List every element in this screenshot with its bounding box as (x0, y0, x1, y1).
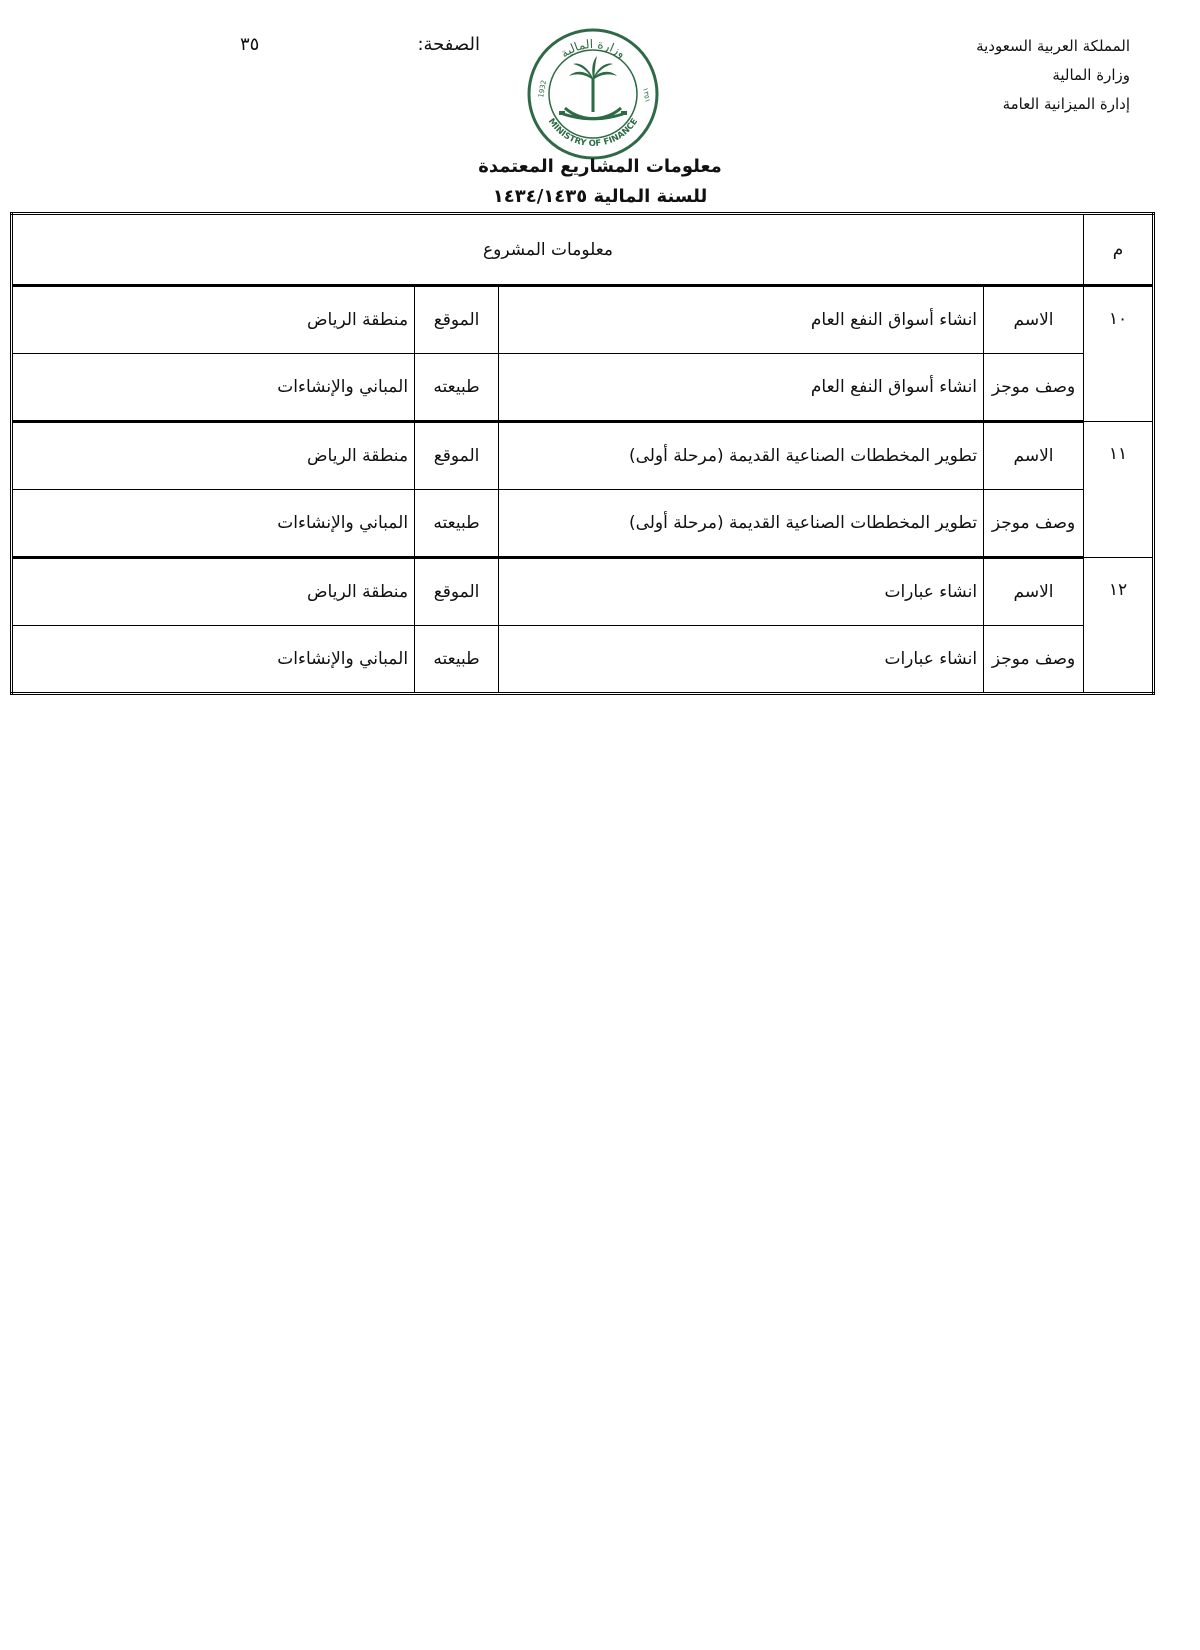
project-number: ١٢ (1084, 558, 1154, 694)
table-row (12, 354, 1154, 422)
projects-table (10, 212, 1155, 695)
org-line-department: إدارة الميزانية العامة (1002, 95, 1130, 113)
column-header-project-info: معلومات المشروع (12, 214, 1084, 286)
org-line-kingdom: المملكة العربية السعودية (976, 37, 1130, 55)
name-label: الاسم (984, 422, 1084, 490)
page-label: الصفحة: (417, 34, 480, 55)
svg-text:وزارة المالية: وزارة المالية (557, 36, 629, 61)
organization-block (890, 32, 1130, 119)
title-line-1: معلومات المشاريع المعتمدة (478, 156, 722, 177)
description-label: وصف موجز (984, 626, 1084, 694)
svg-text:١٣٥١: ١٣٥١ (641, 86, 652, 104)
nature-label: طبيعته (415, 490, 499, 558)
page-info (240, 34, 480, 64)
svg-text:1932: 1932 (537, 79, 549, 99)
description-label: وصف موجز (984, 490, 1084, 558)
project-name: تطوير المخططات الصناعية القديمة (مرحلة أولى) (499, 422, 984, 490)
nature-label: طبيعته (415, 626, 499, 694)
project-description: انشاء عبارات (499, 626, 984, 694)
title-line-2: للسنة المالية ١٤٣٤/١٤٣٥ (492, 186, 708, 207)
project-location: منطقة الرياض (12, 422, 415, 490)
project-nature: المباني والإنشاءات (12, 490, 415, 558)
name-label: الاسم (984, 558, 1084, 626)
column-header-number: م (1084, 214, 1154, 286)
name-label: الاسم (984, 286, 1084, 354)
project-number: ١٠ (1084, 286, 1154, 422)
project-name: انشاء عبارات (499, 558, 984, 626)
table-row (12, 286, 1154, 354)
location-label: الموقع (415, 422, 499, 490)
page-number: ٣٥ (240, 34, 260, 55)
table-row (12, 490, 1154, 558)
project-description: انشاء أسواق النفع العام (499, 354, 984, 422)
project-description: تطوير المخططات الصناعية القديمة (مرحلة أولى) (499, 490, 984, 558)
table-row (12, 422, 1154, 490)
table-header-row (12, 214, 1154, 286)
document-title (400, 152, 800, 212)
org-line-ministry: وزارة المالية (1052, 66, 1130, 84)
nature-label: طبيعته (415, 354, 499, 422)
project-nature: المباني والإنشاءات (12, 354, 415, 422)
location-label: الموقع (415, 558, 499, 626)
ministry-seal-logo (525, 26, 661, 162)
svg-text:MINISTRY OF FINANCE: MINISTRY OF FINANCE (545, 116, 641, 150)
description-label: وصف موجز (984, 354, 1084, 422)
project-location: منطقة الرياض (12, 286, 415, 354)
table-row (12, 558, 1154, 626)
project-nature: المباني والإنشاءات (12, 626, 415, 694)
project-number: ١١ (1084, 422, 1154, 558)
location-label: الموقع (415, 286, 499, 354)
project-location: منطقة الرياض (12, 558, 415, 626)
project-name: انشاء أسواق النفع العام (499, 286, 984, 354)
table-row (12, 626, 1154, 694)
